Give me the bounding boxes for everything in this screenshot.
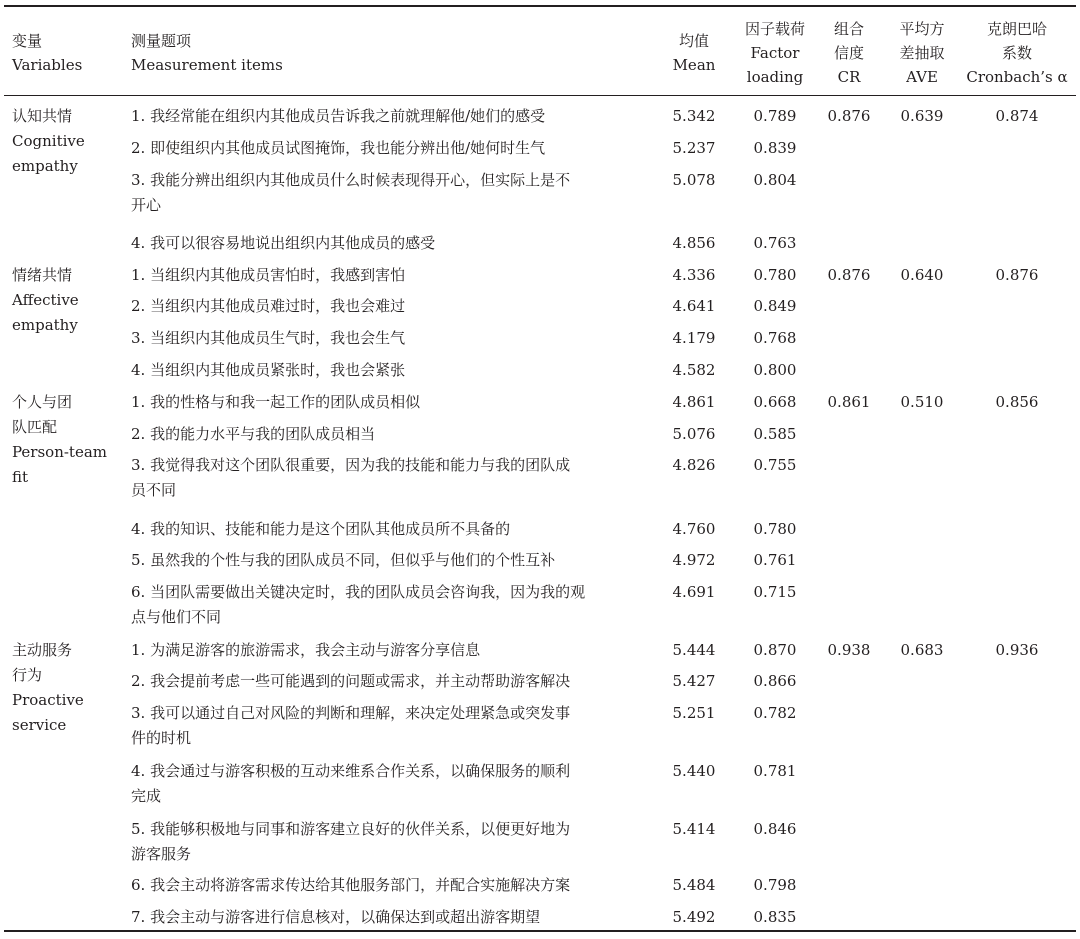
measurement-item: 5. 虽然我的个性与我的团队成员不同，但似乎与他们的个性互补 bbox=[131, 551, 556, 569]
measurement-item: 4. 当组织内其他成员紧张时，我也会紧张 bbox=[131, 361, 406, 379]
measurement-item: 2. 当组织内其他成员难过时，我也会难过 bbox=[131, 297, 406, 315]
header-alpha: 系数 bbox=[1001, 44, 1032, 62]
ave-value: 0.683 bbox=[900, 641, 944, 659]
alpha-value: 0.856 bbox=[995, 393, 1039, 411]
ave-value: 0.510 bbox=[900, 393, 944, 411]
bottom-rule bbox=[4, 930, 1076, 932]
variable-name: 行为 bbox=[12, 666, 43, 684]
variable-name: 个人与团 bbox=[12, 393, 73, 411]
measurement-item: 7. 我会主动与游客进行信息核对，以确保达到或超出游客期望 bbox=[131, 908, 541, 926]
mean-value: 5.444 bbox=[672, 641, 716, 659]
alpha-value: 0.936 bbox=[995, 641, 1039, 659]
measurement-item: 游客服务 bbox=[131, 845, 192, 863]
factor-loading-value: 0.782 bbox=[753, 704, 797, 722]
measurement-item: 1. 当组织内其他成员害怕时，我感到害怕 bbox=[131, 266, 406, 284]
variable-name: Person-team bbox=[12, 443, 107, 461]
factor-loading-value: 0.839 bbox=[753, 139, 797, 157]
measurement-item: 员不同 bbox=[131, 481, 177, 499]
factor-loading-value: 0.755 bbox=[753, 456, 797, 474]
header-variable: 变量 bbox=[12, 32, 43, 50]
measurement-item: 6. 我会主动将游客需求传达给其他服务部门，并配合实施解决方案 bbox=[131, 876, 571, 894]
alpha-value: 0.874 bbox=[995, 107, 1039, 125]
factor-loading-value: 0.870 bbox=[753, 641, 797, 659]
variable-name: Affective bbox=[12, 291, 79, 309]
mean-value: 4.760 bbox=[672, 520, 716, 538]
factor-loading-value: 0.866 bbox=[753, 672, 797, 690]
header-items: Measurement items bbox=[131, 56, 283, 74]
header-loading: Factor bbox=[750, 44, 800, 62]
factor-loading-value: 0.789 bbox=[753, 107, 797, 125]
header-ave: AVE bbox=[906, 68, 938, 86]
measurement-item: 4. 我可以很容易地说出组织内其他成员的感受 bbox=[131, 234, 436, 252]
measurement-item: 4. 我的知识、技能和能力是这个团队其他成员所不具备的 bbox=[131, 520, 511, 538]
mean-value: 5.414 bbox=[672, 820, 716, 838]
variable-name: Cognitive bbox=[12, 132, 85, 150]
mean-value: 4.336 bbox=[672, 266, 716, 284]
mean-value: 5.427 bbox=[672, 672, 716, 690]
measurement-item: 3. 我可以通过自己对风险的判断和理解，来决定处理紧急或突发事 bbox=[131, 704, 571, 722]
factor-loading-value: 0.835 bbox=[753, 908, 797, 926]
mean-value: 5.078 bbox=[672, 171, 716, 189]
variable-name: 队匹配 bbox=[12, 418, 58, 436]
mean-value: 4.641 bbox=[672, 297, 716, 315]
top-rule bbox=[4, 5, 1076, 7]
factor-loading-value: 0.763 bbox=[753, 234, 797, 252]
header-cr: 信度 bbox=[833, 44, 864, 62]
header-mean: 均值 bbox=[678, 32, 709, 50]
alpha-value: 0.876 bbox=[995, 266, 1039, 284]
ave-value: 0.639 bbox=[900, 107, 944, 125]
variable-name: 主动服务 bbox=[12, 641, 73, 659]
variable-name: Proactive bbox=[12, 691, 84, 709]
mean-value: 5.076 bbox=[672, 425, 716, 443]
factor-loading-value: 0.668 bbox=[753, 393, 797, 411]
variable-name: empathy bbox=[12, 157, 78, 175]
measurement-item: 2. 即使组织内其他成员试图掩饰，我也能分辨出他/她何时生气 bbox=[131, 139, 546, 157]
factor-loading-value: 0.715 bbox=[753, 583, 797, 601]
ave-value: 0.640 bbox=[900, 266, 944, 284]
measurement-item: 6. 当团队需要做出关键决定时，我的团队成员会咨询我，因为我的观 bbox=[131, 583, 586, 601]
factor-loading-value: 0.846 bbox=[753, 820, 797, 838]
mean-value: 4.582 bbox=[672, 361, 716, 379]
measurement-item: 3. 我能分辨出组织内其他成员什么时候表现得开心，但实际上是不 bbox=[131, 171, 571, 189]
factor-loading-value: 0.804 bbox=[753, 171, 797, 189]
mean-value: 5.484 bbox=[672, 876, 716, 894]
factor-loading-value: 0.849 bbox=[753, 297, 797, 315]
cr-value: 0.938 bbox=[827, 641, 871, 659]
mean-value: 4.691 bbox=[672, 583, 716, 601]
header-loading: 因子载荷 bbox=[744, 20, 805, 38]
header-ave: 差抽取 bbox=[899, 44, 945, 62]
factor-loading-value: 0.798 bbox=[753, 876, 797, 894]
header-items: 测量题项 bbox=[131, 32, 192, 50]
variable-name: 认知共情 bbox=[12, 107, 73, 125]
factor-loading-value: 0.761 bbox=[753, 551, 797, 569]
measurement-item: 2. 我会提前考虑一些可能遇到的问题或需求，并主动帮助游客解决 bbox=[131, 672, 571, 690]
header-alpha: Cronbach’s α bbox=[966, 68, 1068, 86]
factor-loading-value: 0.585 bbox=[753, 425, 797, 443]
measurement-item: 4. 我会通过与游客积极的互动来维系合作关系，以确保服务的顺利 bbox=[131, 762, 571, 780]
variable-name: empathy bbox=[12, 316, 78, 334]
measurement-item: 件的时机 bbox=[131, 729, 192, 747]
mean-value: 5.251 bbox=[672, 704, 716, 722]
header-cr: 组合 bbox=[833, 20, 864, 38]
mean-value: 4.861 bbox=[672, 393, 716, 411]
cr-value: 0.861 bbox=[827, 393, 871, 411]
header-loading: loading bbox=[746, 68, 804, 86]
header-variable: Variables bbox=[12, 56, 83, 74]
measurement-item: 1. 为满足游客的旅游需求，我会主动与游客分享信息 bbox=[131, 641, 481, 659]
measurement-item: 1. 我的性格与和我一起工作的团队成员相似 bbox=[131, 393, 421, 411]
mean-value: 4.856 bbox=[672, 234, 716, 252]
header-mean: Mean bbox=[672, 56, 716, 74]
factor-loading-value: 0.800 bbox=[753, 361, 797, 379]
measurement-item: 5. 我能够积极地与同事和游客建立良好的伙伴关系，以便更好地为 bbox=[131, 820, 571, 838]
header-cr: CR bbox=[837, 68, 861, 86]
mean-value: 5.440 bbox=[672, 762, 716, 780]
factor-loading-value: 0.781 bbox=[753, 762, 797, 780]
measurement-item: 3. 当组织内其他成员生气时，我也会生气 bbox=[131, 329, 406, 347]
measurement-item: 3. 我觉得我对这个团队很重要，因为我的技能和能力与我的团队成 bbox=[131, 456, 571, 474]
measurement-item: 完成 bbox=[131, 787, 162, 805]
variable-name: 情绪共情 bbox=[12, 266, 73, 284]
mean-value: 5.237 bbox=[672, 139, 716, 157]
cr-value: 0.876 bbox=[827, 107, 871, 125]
factor-loading-value: 0.780 bbox=[753, 520, 797, 538]
cr-value: 0.876 bbox=[827, 266, 871, 284]
header-rule bbox=[4, 95, 1076, 96]
header-ave: 平均方 bbox=[899, 20, 945, 38]
measurement-item: 开心 bbox=[131, 196, 162, 214]
header-alpha: 克朗巴哈 bbox=[986, 20, 1047, 38]
mean-value: 5.342 bbox=[672, 107, 716, 125]
measurement-item: 点与他们不同 bbox=[131, 608, 222, 626]
variable-name: service bbox=[12, 716, 67, 734]
measurement-item: 1. 我经常能在组织内其他成员告诉我之前就理解他/她们的感受 bbox=[131, 107, 546, 125]
mean-value: 4.826 bbox=[672, 456, 716, 474]
mean-value: 5.492 bbox=[672, 908, 716, 926]
factor-loading-value: 0.780 bbox=[753, 266, 797, 284]
mean-value: 4.972 bbox=[672, 551, 716, 569]
factor-loading-value: 0.768 bbox=[753, 329, 797, 347]
measurement-item: 2. 我的能力水平与我的团队成员相当 bbox=[131, 425, 376, 443]
mean-value: 4.179 bbox=[672, 329, 716, 347]
variable-name: fit bbox=[12, 468, 29, 486]
